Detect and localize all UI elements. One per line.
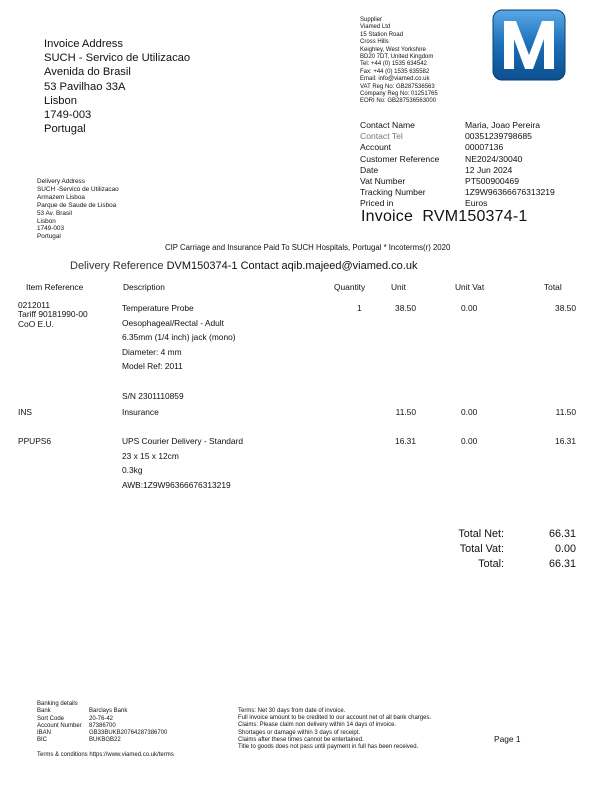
row-unit-vat: 0.00 (461, 436, 478, 446)
contact-value: 12 Jun 2024 (465, 164, 513, 175)
contact-value: 00007136 (465, 142, 504, 153)
bank-value: GB33BUKB20764287386700 (89, 730, 168, 737)
terms-line: Full invoice amount to be credited to our account net of all bank charges. (238, 715, 432, 722)
delivery-address-line: 53 Av. Brasil (37, 209, 72, 217)
invoice-address-line: Portugal (44, 123, 86, 136)
contact-row (360, 176, 555, 187)
invoice-totals (400, 527, 576, 571)
delivery-reference-value: DVM150374-1 Contact aqib.majeed@viamed.co.uk (166, 260, 418, 272)
contact-label: Priced in (360, 198, 394, 209)
delivery-address-line: SUCH -Servico de Utilizacao (37, 185, 119, 193)
bank-row (37, 737, 169, 744)
header-total: Total (544, 282, 562, 292)
grand-total-value: 66.31 (548, 557, 576, 570)
row-item-ref: PPUPS6 (18, 436, 52, 446)
contact-label: Tracking Number (360, 187, 426, 198)
header-quantity: Quantity (334, 282, 366, 292)
bank-label: Sort Code (37, 715, 65, 722)
item-ref-line: 0212011 (18, 300, 50, 310)
supplier-line: Email: info@viamed.co.uk (360, 76, 430, 83)
supplier-info (360, 17, 438, 106)
contact-row (360, 187, 555, 198)
row-quantity: 1 (357, 303, 362, 313)
header-unit: Unit (391, 282, 406, 292)
terms-line: Claims: Please claim non delivery within 14 days of invoice. (238, 722, 397, 729)
row-unit-vat: 0.00 (461, 303, 478, 313)
invoice-title: Invoice RVM150374-1 (361, 208, 528, 225)
bank-value: 20-76-42 (89, 715, 114, 722)
supplier-line: Keighley, West Yorkshire (360, 46, 426, 53)
terms-link[interactable]: Terms & conditions https://www.viamed.co.uk/terms (37, 752, 174, 758)
supplier-line: Viamed Ltd (360, 24, 391, 31)
description-line: Diameter: 4 mm (122, 346, 182, 357)
row-unit: 38.50 (395, 303, 416, 313)
item-ref-line: Tariff 90181990-00 (18, 309, 88, 320)
row-total: 16.31 (555, 436, 576, 446)
terms-line: Shortages or damage within 3 days of receipt. (238, 729, 361, 736)
total-net-label: Total Net: (458, 528, 504, 540)
delivery-address-line: Armazem Lisboa (37, 193, 85, 201)
supplier-line: Supplier (360, 17, 383, 23)
terms-line: Terms: Net 30 days from date of invoice. (238, 708, 346, 714)
contact-row (360, 142, 555, 153)
table-row-description (122, 434, 243, 492)
description-line: Oesophageal/Rectal - Adult (122, 317, 224, 328)
delivery-address-line: Delivery Address (37, 178, 85, 185)
contact-row (360, 120, 555, 131)
contact-row (360, 131, 555, 142)
bank-row (37, 708, 169, 715)
delivery-address (37, 178, 119, 241)
table-row-item-ref (18, 301, 88, 329)
invoice-address-line: Avenida do Brasil (44, 66, 131, 79)
invoice-address-line: SUCH - Servico de Utilizacao (44, 52, 191, 65)
bank-label: BIC (37, 737, 48, 744)
row-total: 38.50 (555, 303, 576, 313)
invoice-address-line: Invoice Address (44, 38, 123, 50)
delivery-reference-label: Delivery Reference (70, 260, 164, 272)
total-net-row (400, 527, 576, 542)
row-total: 11.50 (555, 407, 576, 417)
supplier-line: Company Reg No: 01251765 (360, 91, 438, 98)
contact-row (360, 165, 555, 176)
terms-line: Title to goods does not pass until payment in full has been received. (238, 744, 419, 751)
total-vat-value: 0.00 (554, 542, 576, 555)
supplier-line: VAT Reg No: GB287536563 (360, 83, 435, 90)
description-line: S/N 2301110859 (122, 390, 184, 401)
bank-value: 87386700 (89, 722, 116, 729)
description-line: UPS Courier Delivery - Standard (122, 436, 244, 446)
supplier-line: Fax: +44 (0) 1535 635582 (360, 68, 430, 75)
contact-value: NE2024/30040 (465, 153, 523, 164)
terms-line: Claims after these times cannot be entertained. (238, 736, 364, 743)
incoterms-line: CIP Carriage and Insurance Paid To SUCH Hospitals, Portugal * Incoterms(r) 2020 (165, 243, 451, 252)
header-description: Description (123, 282, 165, 292)
bank-value: Barclays Bank (89, 708, 128, 715)
contact-label: Date (360, 164, 379, 175)
contact-label: Account (360, 142, 392, 153)
banking-details (37, 701, 169, 745)
row-description: Insurance (122, 407, 159, 417)
total-vat-label: Total Vat: (459, 542, 504, 555)
contact-label: Contact Tel (360, 131, 403, 142)
page-number: Page 1 (494, 734, 521, 744)
description-line: 0.3kg (122, 465, 143, 476)
header-item-reference: Item Reference (26, 282, 84, 292)
total-net-value: 66.31 (548, 528, 576, 540)
description-line: Model Ref: 2011 (122, 361, 183, 372)
delivery-reference (70, 260, 417, 272)
bank-row (37, 730, 169, 737)
bank-row (37, 723, 169, 730)
contact-details (360, 120, 555, 210)
item-ref-line: CoO E.U. (18, 318, 54, 329)
grand-total-label: Total: (478, 557, 504, 570)
invoice-address-line: 1749-003 (44, 109, 92, 122)
delivery-address-line: Parque de Saude de Lisboa (37, 201, 117, 209)
contact-label: Vat Number (360, 176, 406, 187)
delivery-address-line: Portugal (37, 233, 61, 241)
total-vat-row (400, 542, 576, 557)
contact-value: 1Z9W96366676313219 (465, 187, 555, 198)
row-item-ref: INS (18, 407, 32, 417)
grand-total-row (400, 557, 576, 572)
row-unit-vat: 0.00 (461, 407, 478, 417)
description-line: Temperature Probe (122, 303, 194, 313)
description-line (122, 374, 236, 389)
bank-row (37, 716, 169, 723)
header-unit-vat: Unit Vat (455, 282, 485, 292)
bank-value: BUKBGB22 (89, 737, 121, 744)
supplier-line: BD20 7DT, United Kingdom (360, 54, 434, 61)
description-line: 6.35mm (1/4 inch) jack (mono) (122, 332, 236, 343)
supplier-line: EORI No: GB287536563000 (360, 98, 437, 105)
bank-label: IBAN (37, 730, 52, 737)
row-unit: 11.50 (395, 407, 416, 417)
viamed-logo-icon (492, 9, 566, 81)
contact-value: 00351239798685 (465, 131, 532, 142)
description-line: AWB:1Z9W96366676313219 (122, 479, 231, 490)
description-line: 23 x 15 x 12cm (122, 450, 179, 461)
delivery-address-line: Lisbon (37, 217, 56, 225)
payment-terms (238, 708, 431, 751)
contact-label: Contact Name (360, 120, 415, 130)
contact-value: PT500900469 (465, 176, 519, 187)
invoice-address (44, 37, 190, 136)
banking-title: Banking details (37, 701, 78, 707)
supplier-line: 15 Station Road (360, 31, 404, 38)
invoice-address-line: Lisbon (44, 94, 77, 107)
bank-label: Account Number (37, 722, 82, 729)
delivery-address-line: 1749-003 (37, 225, 65, 233)
contact-label: Customer Reference (360, 153, 440, 164)
supplier-line: Tel: +44 (0) 1535 634542 (360, 61, 427, 68)
contact-value: Euros (465, 198, 488, 209)
supplier-line: Cross Hills (360, 39, 389, 46)
bank-label: Bank (37, 708, 51, 715)
contact-value: Maria, Joao Pereira (465, 120, 540, 130)
table-row-description (122, 301, 236, 403)
invoice-address-line: 53 Pavilhao 33A (44, 80, 126, 93)
row-unit: 16.31 (395, 436, 416, 446)
contact-row (360, 154, 555, 165)
